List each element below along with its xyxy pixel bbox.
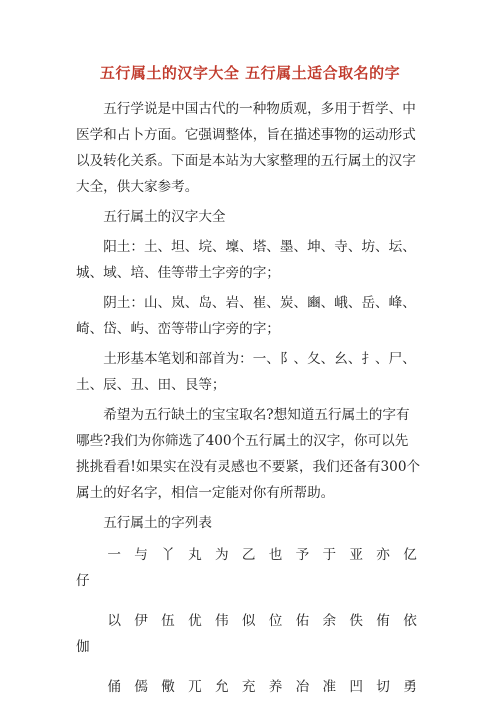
char-cell: 似 (241, 613, 256, 629)
char-cell: 侑 (376, 613, 390, 629)
char-cell: 亿 (403, 547, 417, 563)
char-cell: 冶 (295, 679, 310, 695)
char-cell: 兀 (188, 679, 202, 695)
char-cell: 一 (107, 547, 121, 563)
char-cell: 准 (322, 679, 337, 695)
char-cell-wrap: 仔 (76, 573, 90, 589)
char-cell: 优 (188, 613, 202, 629)
naming-paragraph: 希望为五行缺土的宝宝取名?想知道五行属土的字有哪些?我们为你筛选了400个五行属土的汉字，你可以先挑挑看看!如果实在没有灵感也不要紧，我们还备有300个属土的好名字，相信一定能对你有所帮助。 (76, 407, 421, 501)
char-cell: 以 (107, 613, 121, 629)
char-cell: 傿 (134, 679, 148, 695)
char-cell: 位 (268, 613, 283, 629)
char-cell: 依 (403, 613, 417, 629)
char-row-3 (76, 674, 421, 700)
char-row-2 (76, 608, 421, 660)
char-cell: 于 (322, 547, 337, 563)
char-cell: 乙 (241, 547, 256, 563)
section-heading-chars: 五行属土的字列表 (103, 515, 212, 531)
intro-paragraph: 五行学说是中国古代的一种物质观，多用于哲学、中医学和占卜方面。它强调整体，旨在描述事物的运动形式以及转化关系。下面是本站为大家整理的五行属土的汉字大全，供大家参考。 (76, 101, 416, 195)
char-cell: 养 (268, 679, 283, 695)
article-body (76, 96, 421, 700)
char-cell: 也 (268, 547, 283, 563)
radicals-paragraph: 土形基本笔划和部首为：一、阝、夂、幺、扌、尸、土、辰、丑、田、艮等； (76, 351, 416, 393)
page-title: 五行属土的汉字大全 五行属土适合取名的字 (99, 64, 401, 82)
char-cell: 允 (214, 679, 229, 695)
char-cell: 充 (241, 679, 256, 695)
char-cell: 予 (295, 547, 310, 563)
char-cell: 切 (376, 679, 390, 695)
char-cell: 伍 (161, 613, 175, 629)
section-heading-list: 五行属土的汉字大全 (103, 209, 226, 225)
char-cell: 勇 (403, 679, 417, 695)
char-cell: 丸 (188, 547, 202, 563)
char-cell: 为 (214, 547, 229, 563)
char-cell: 丫 (161, 547, 175, 563)
char-cell: 亚 (349, 547, 363, 563)
char-cell: 儆 (161, 679, 175, 695)
char-cell: 佑 (295, 613, 310, 629)
char-cell: 亦 (376, 547, 390, 563)
yang-earth-paragraph: 阳土：土、坦、垸、壈、塔、墨、坤、寺、坊、坛、城、域、培、佳等带土字旁的字； (76, 239, 416, 281)
char-cell: 余 (322, 613, 337, 629)
char-cell: 俑 (107, 679, 121, 695)
char-cell-wrap: 伽 (76, 639, 90, 655)
char-cell: 伊 (134, 613, 148, 629)
char-row-1 (76, 542, 421, 594)
char-cell: 与 (134, 547, 148, 563)
char-cell: 佚 (349, 613, 363, 629)
yin-earth-paragraph: 阴土：山、岚、岛、岩、崔、炭、豳、峨、岳、峰、崎、岱、屿、峦等带山字旁的字； (76, 295, 416, 337)
char-cell: 凹 (349, 679, 363, 695)
char-cell: 伟 (214, 613, 229, 629)
